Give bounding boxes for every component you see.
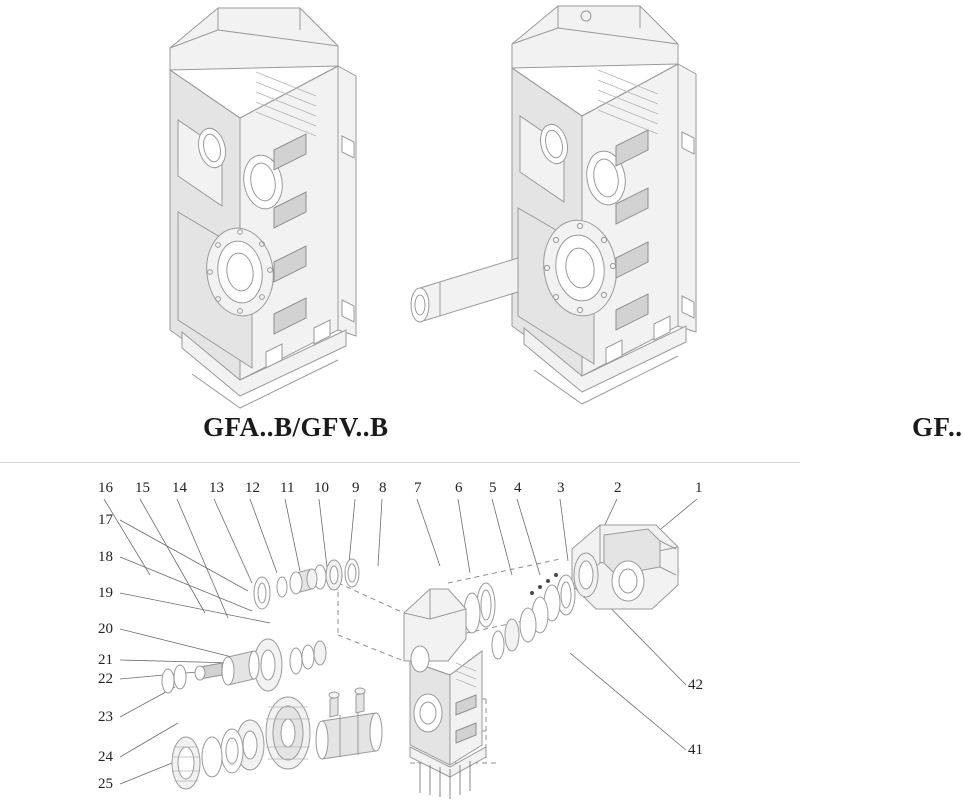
callout-10: 10 — [314, 480, 329, 496]
callout-8: 8 — [379, 480, 387, 496]
callout-13: 13 — [209, 480, 224, 496]
exploded-view-section — [0, 463, 800, 800]
callout-25: 25 — [98, 776, 113, 792]
callout-2: 2 — [614, 480, 622, 496]
gearbox-isometric-no-shaft-icon — [70, 0, 400, 410]
callout-1: 1 — [695, 480, 703, 496]
callout-20: 20 — [98, 621, 113, 637]
callout-15: 15 — [135, 480, 150, 496]
callout-3: 3 — [557, 480, 565, 496]
callout-21: 21 — [98, 652, 113, 668]
gearbox-exploded-assembly-icon — [0, 463, 800, 800]
callout-24: 24 — [98, 749, 113, 765]
callout-42: 42 — [688, 677, 703, 693]
gearbox-view-left — [70, 0, 400, 442]
callout-17: 17 — [98, 512, 113, 528]
callout-18: 18 — [98, 549, 113, 565]
gearbox-isometric-with-shaft-icon — [400, 0, 730, 410]
callout-14: 14 — [172, 480, 187, 496]
callout-11: 11 — [280, 480, 295, 496]
caption-left: GFA..B/GFV..B — [203, 412, 389, 442]
callout-12: 12 — [245, 480, 260, 496]
callout-7: 7 — [414, 480, 422, 496]
callout-4: 4 — [514, 480, 522, 496]
callout-23: 23 — [98, 709, 113, 725]
callout-9: 9 — [352, 480, 360, 496]
callout-41: 41 — [688, 742, 703, 758]
gearbox-view-right — [400, 0, 963, 442]
callout-22: 22 — [98, 671, 113, 687]
callout-5: 5 — [489, 480, 497, 496]
callout-19: 19 — [98, 585, 113, 601]
caption-right: GF.. — [912, 412, 963, 442]
callout-16: 16 — [98, 480, 113, 496]
callout-6: 6 — [455, 480, 463, 496]
